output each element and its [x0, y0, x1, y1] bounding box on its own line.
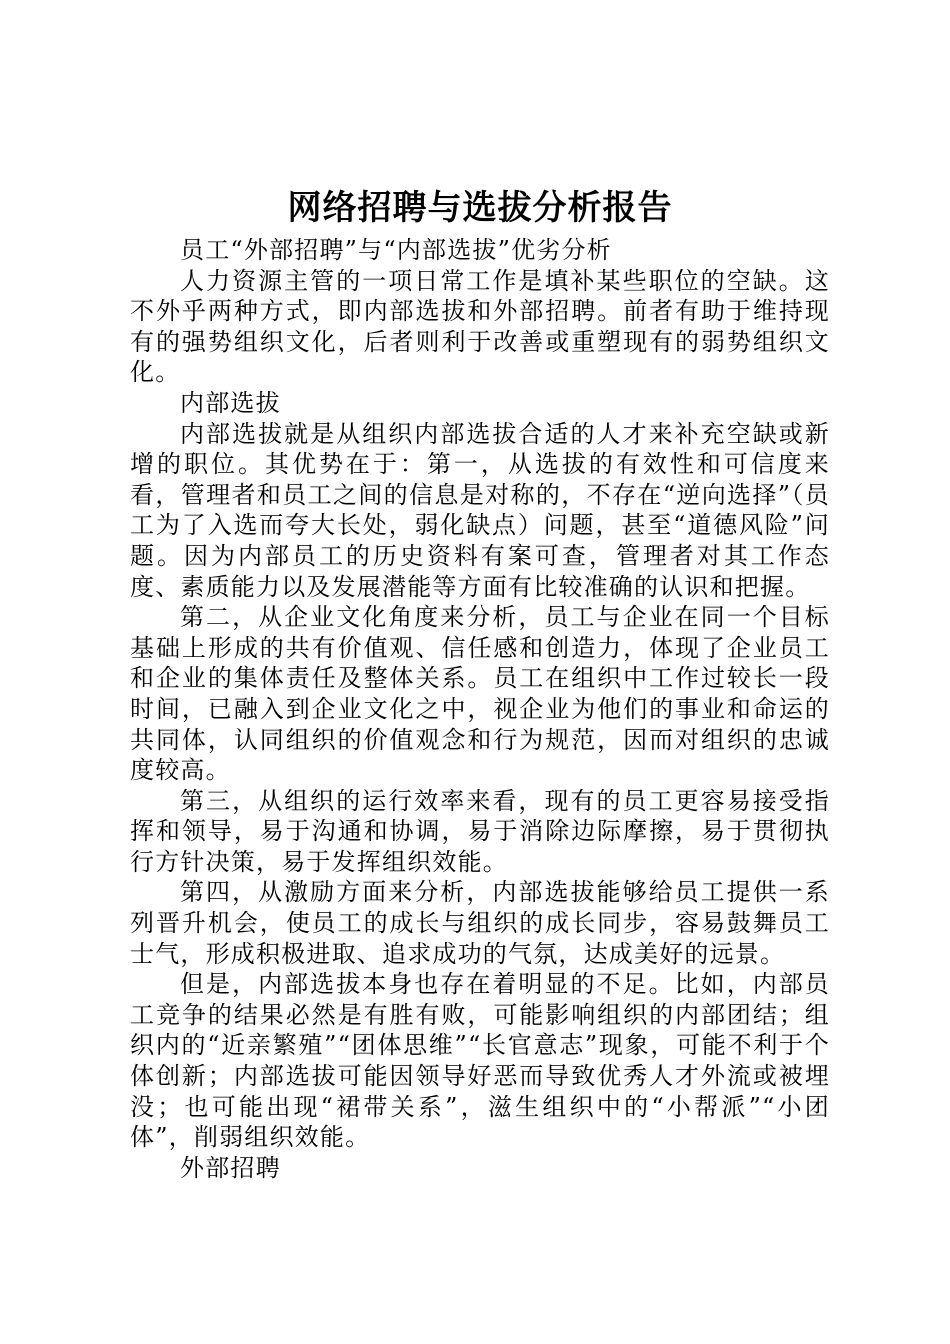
section-heading-external: 外部招聘 [180, 1153, 281, 1182]
document-title: 网络招聘与选拔分析报告 [287, 188, 673, 228]
document-page [130, 185, 830, 1183]
paragraph-internal-drawbacks: 但是，内部选拔本身也存在着明显的不足。比如，内部员工竞争的结果必然是有胜有败，可能影响组织的内部团结；组织内的“近亲繁殖”“团体思维”“长官意志”现象，可能不利于个体创新；内部选拔可能因领导好恶而导致优秀人才外流或被埋没；也可能出现“裙带关系”，滋生组织中的“小帮派”“小团体”，削弱组织效能。 [130, 970, 830, 1152]
paragraph-intro: 人力资源主管的一项日常工作是填补某些职位的空缺。这不外乎两种方式，即内部选拔和外部招聘。前者有助于维持现有的强势组织文化，后者则利于改善或重塑现有的弱势组织文化。 [130, 266, 830, 387]
paragraph-internal-fourth: 第四，从激励方面来分析，内部选拔能够给员工提供一系列晋升机会，使员工的成长与组织的成长同步，容易鼓舞员工士气，形成积极进取、追求成功的气氛，达成美好的远景。 [130, 878, 830, 968]
paragraph-internal-first: 内部选拔就是从组织内部选拔合适的人才来补充空缺或新增的职位。其优势在于：第一，从选拔的有效性和可信度来看，管理者和员工之间的信息是对称的，不存在“逆向选择”（员工为了入选而夸大长处，弱化缺点）问题，甚至“道德风险”问题。因为内部员工的历史资料有案可查，管理者对其工作态度、素质能力以及发展潜能等方面有比较准确的认识和把握。 [130, 419, 830, 601]
section-heading-comparison: 员工“外部招聘”与“内部选拔”优劣分析 [180, 236, 612, 264]
paragraph-internal-second: 第二，从企业文化角度来分析，员工与企业在同一个目标基础上形成的共有价值观、信任感和创造力，体现了企业员工和企业的集体责任及整体关系。员工在组织中工作过较长一段时间，已融入到企业文化之中，视企业为他们的事业和命运的共同体，认同组织的价值观念和行为规范，因而对组织的忠诚度较高。 [130, 603, 830, 785]
paragraph-internal-third: 第三，从组织的运行效率来看，现有的员工更容易接受指挥和领导，易于沟通和协调，易于消除边际摩擦，易于贯彻执行方针决策，易于发挥组织效能。 [130, 786, 830, 876]
section-heading-internal: 内部选拔 [180, 388, 281, 417]
